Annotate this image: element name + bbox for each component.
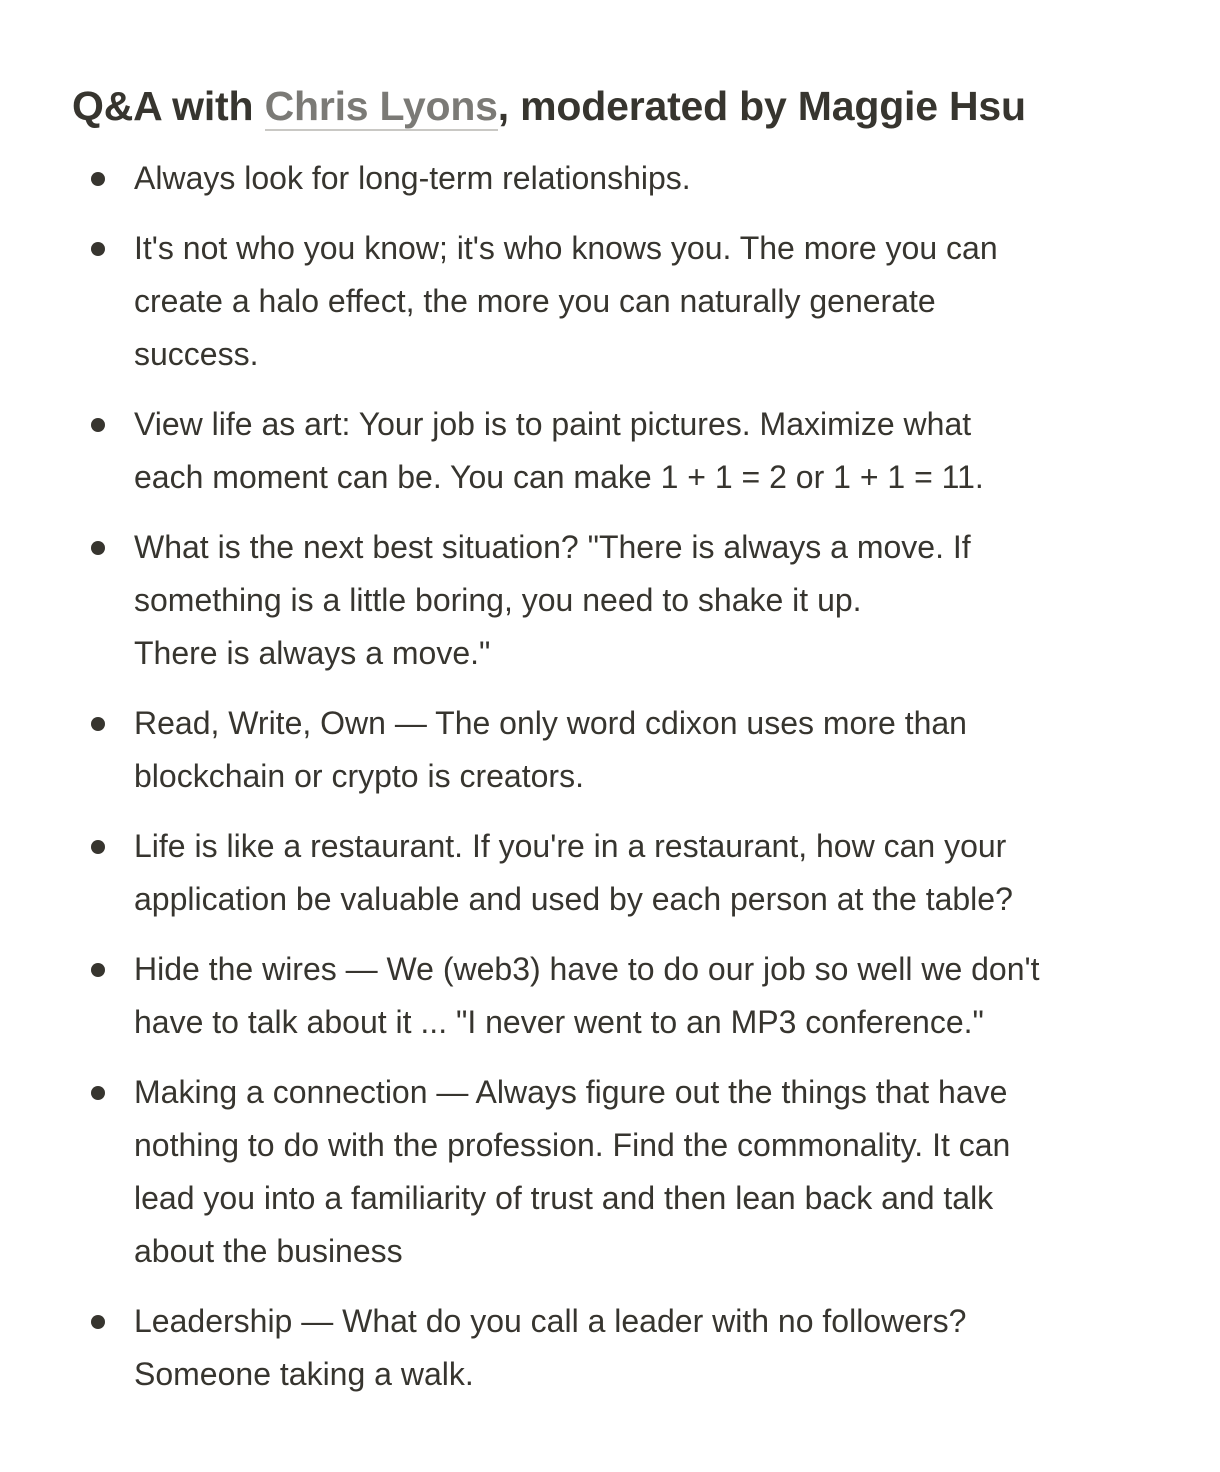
heading-prefix: Q&A with [72,83,265,129]
bullet-text: Hide the wires — We (web3) have to do our job so well we don't have to talk about it ... "I never went to an MP3 conference." [134,951,1040,1040]
bullet-icon [91,1315,105,1329]
list-item [88,697,1168,803]
list-item [88,1295,1168,1401]
bullet-icon [91,1086,105,1100]
list-item [88,1066,1168,1278]
bullet-text: Read, Write, Own — The only word cdixon uses more than blockchain or crypto is creators. [134,705,967,794]
bullet-text: View life as art: Your job is to paint pictures. Maximize what each moment can be. You can make 1 + 1 = 2 or 1 + 1 = 11. [134,406,984,495]
bullet-icon [91,242,105,256]
list-item [88,521,1168,680]
bullet-text: Leadership — What do you call a leader with no followers? Someone taking a walk. [134,1303,967,1392]
list-item [88,152,1168,205]
section-heading [72,80,1026,132]
bullet-icon [91,963,105,977]
list-item [88,820,1168,926]
list-item [88,943,1168,1049]
bullet-icon [91,717,105,731]
heading-suffix: , moderated by Maggie Hsu [497,83,1026,129]
bullet-text: Always look for long-term relationships. [134,160,691,196]
speaker-link[interactable]: Chris Lyons [264,83,498,129]
list-item [88,398,1168,504]
bullet-icon [91,840,105,854]
list-item [88,222,1168,381]
bullet-icon [91,172,105,186]
bullet-list [88,152,1168,1418]
bullet-text: What is the next best situation? "There is always a move. If something is a little boring, you need to shake it up. There is always a move." [134,529,971,671]
bullet-text: Life is like a restaurant. If you're in a restaurant, how can your application be valuable and used by each person at the table? [134,828,1013,917]
bullet-icon [91,418,105,432]
bullet-icon [91,541,105,555]
bullet-text: Making a connection — Always figure out the things that have nothing to do with the profession. Find the commonality. It can lead you into a familiarity of trust and then lean back and talk about the business [134,1074,1011,1269]
bullet-text: It's not who you know; it's who knows you. The more you can create a halo effect, the more you can naturally generate success. [134,230,998,372]
